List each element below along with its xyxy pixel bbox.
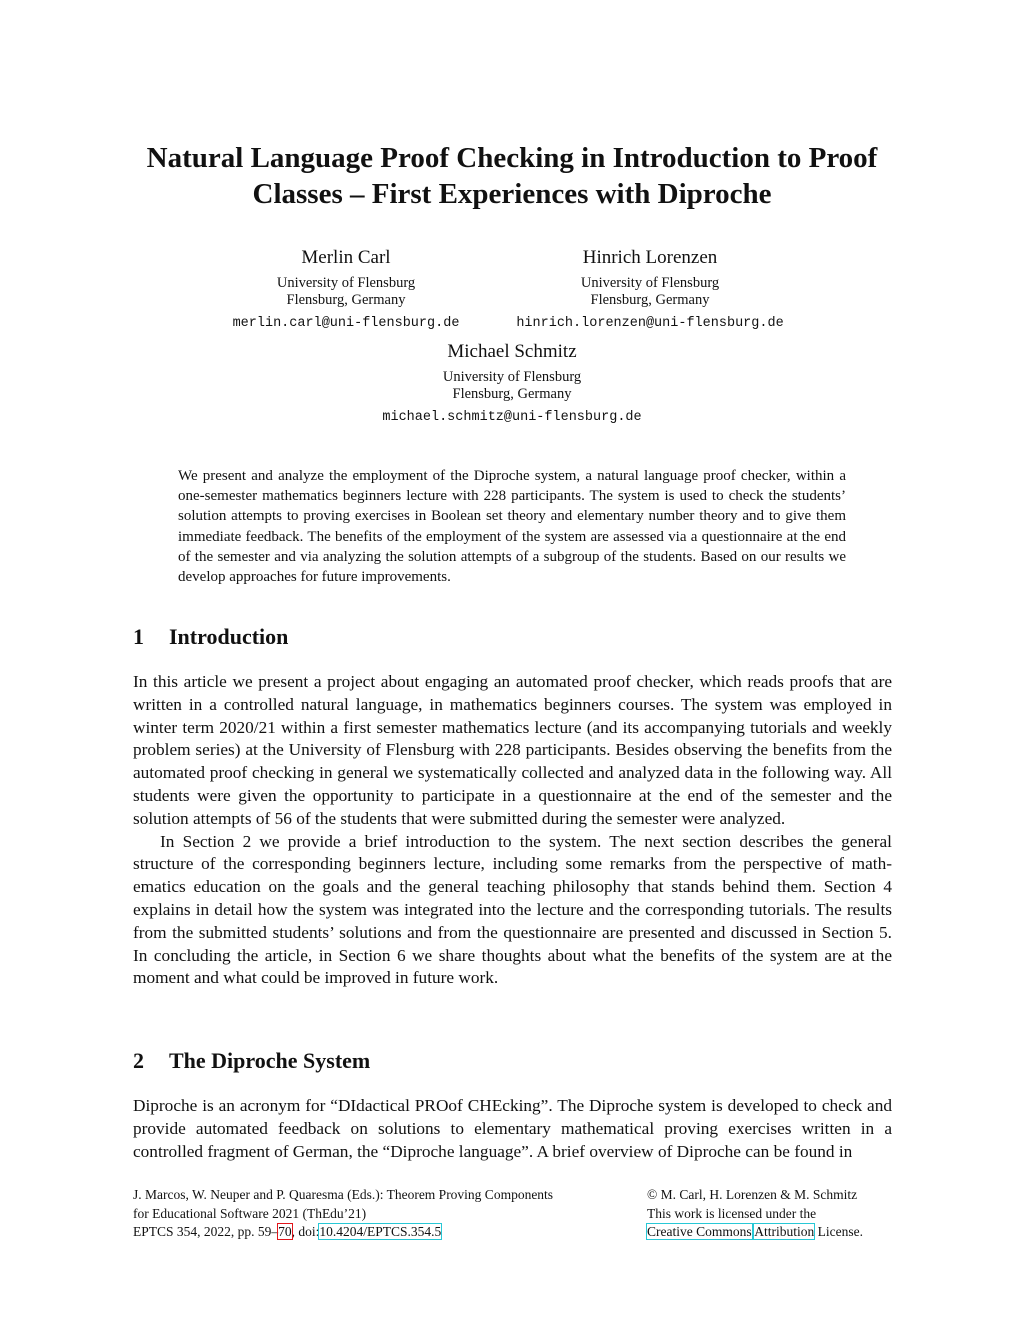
affiliation-location: Flensburg, Germany [286,292,406,308]
abstract [178,466,846,587]
section-number: 1 [133,624,144,649]
author-affiliation [470,275,830,309]
section-title: The Diproche System [169,1048,371,1073]
copyright-notice: © M. Carl, H. Lorenzen & M. Schmitz [647,1187,858,1202]
attribution-link[interactable]: Attribution [754,1224,815,1239]
citation-text: EPTCS 354, 2022, pp. 59– [133,1224,279,1239]
section-heading-introduction [133,623,288,651]
footer-citation [133,1223,613,1242]
author-block-2 [470,246,830,332]
paragraph: In Section 2 we provide a brief introduction to the system. The next section describes the general structure of the corresponding beginners lecture, including some remarks from the perspective of math- ematics education on the goals and the general teaching philosophy that stands behind them. Section 4 explains in detail how the system was integrated into the lecture and the corresponding tutorials. The results from the submitted students’ solutions and from the questionnaire are presented and discussed in Section 5. In concluding the article, in Section 6 we share thoughts about what the benefits of the system are at the moment and what could be improved in future work. [133,831,892,988]
author-email[interactable]: hinrich.lorenzen@uni-flensburg.de [516,316,784,331]
author-email[interactable]: merlin.carl@uni-flensburg.de [232,316,460,331]
title-line-1: Natural Language Proof Checking in Introduction to Proof [146,142,878,174]
section-number: 2 [133,1048,144,1073]
affiliation-location: Flensburg, Germany [590,292,710,308]
license-line [647,1223,907,1242]
doi-link[interactable]: 10.4204/EPTCS.354.5 [319,1224,442,1239]
affiliation-university: University of Flensburg [442,369,582,385]
author-block-3 [332,340,692,426]
section-heading-diproche-system [133,1047,370,1075]
section-body-diproche-system [133,1095,892,1163]
author-name: Michael Schmitz [447,341,577,362]
footer-publication-info [133,1186,613,1242]
section-title: Introduction [169,624,289,649]
author-email[interactable]: michael.schmitz@uni-flensburg.de [382,410,642,425]
license-intro: This work is licensed under the [647,1205,817,1221]
author-name: Hinrich Lorenzen [582,247,718,268]
footer-license [647,1186,907,1242]
paper-title [100,140,924,212]
creative-commons-link[interactable]: Creative Commons [647,1224,752,1239]
last-page-link[interactable]: 70 [278,1224,292,1239]
footer-editors: J. Marcos, W. Neuper and P. Quaresma (Eds.): Theorem Proving Components [133,1187,554,1202]
title-line-2: Classes – First Experiences with Diproche [252,178,772,210]
section-body-introduction [133,671,892,990]
author-name: Merlin Carl [301,247,391,268]
affiliation-location: Flensburg, Germany [452,386,572,402]
author-affiliation [332,369,692,403]
footer-proceedings: for Educational Software 2021 (ThEdu’21) [133,1205,367,1221]
affiliation-university: University of Flensburg [580,275,720,291]
paragraph: In this article we present a project about engaging an automated proof checker, which reads proofs that are written in a controlled natural language, in mathematics beginners courses. The system was employed in winter term 2020/21 within a first semester mathematics lecture (and its accompanying tutorials and weekly problem series) at the University of Flensburg with 228 participants. Besides observing the benefits from the automated proof checking in general we systematically collected and analyzed data in the following way. All students were given the opportunity to participate in a questionnaire at the end of the semester and the solution attempts of 56 of the students that were submitted during the semester were analyzed. [133,672,892,828]
paragraph: Diproche is an acronym for “DIdactical PROof CHEcking”. The Diproche system is developed to check and provide automated feedback on solutions to elementary mathematical proving exercises written in a controlled fragment of German, the “Diproche language”. A brief overview of Diproche can be found in [133,1096,892,1161]
license-suffix: License. [814,1224,863,1239]
abstract-text: We present and analyze the employment of the Diproche system, a natural language proof checker, within a one-semester mathematics beginners lecture with 228 participants. The system is used to check the students’ solution attempts to proving exercises in Boolean set theory and elementary number theory and to give them immediate feedback. The benefits of the employment of the system are assessed via a questionnaire at the end of the semester and via analyzing the solution attempts of a subgroup of the students. Based on our results we develop approaches for future improvements. [178,468,846,586]
doi-label: , doi: [291,1224,320,1239]
affiliation-university: University of Flensburg [276,275,416,291]
